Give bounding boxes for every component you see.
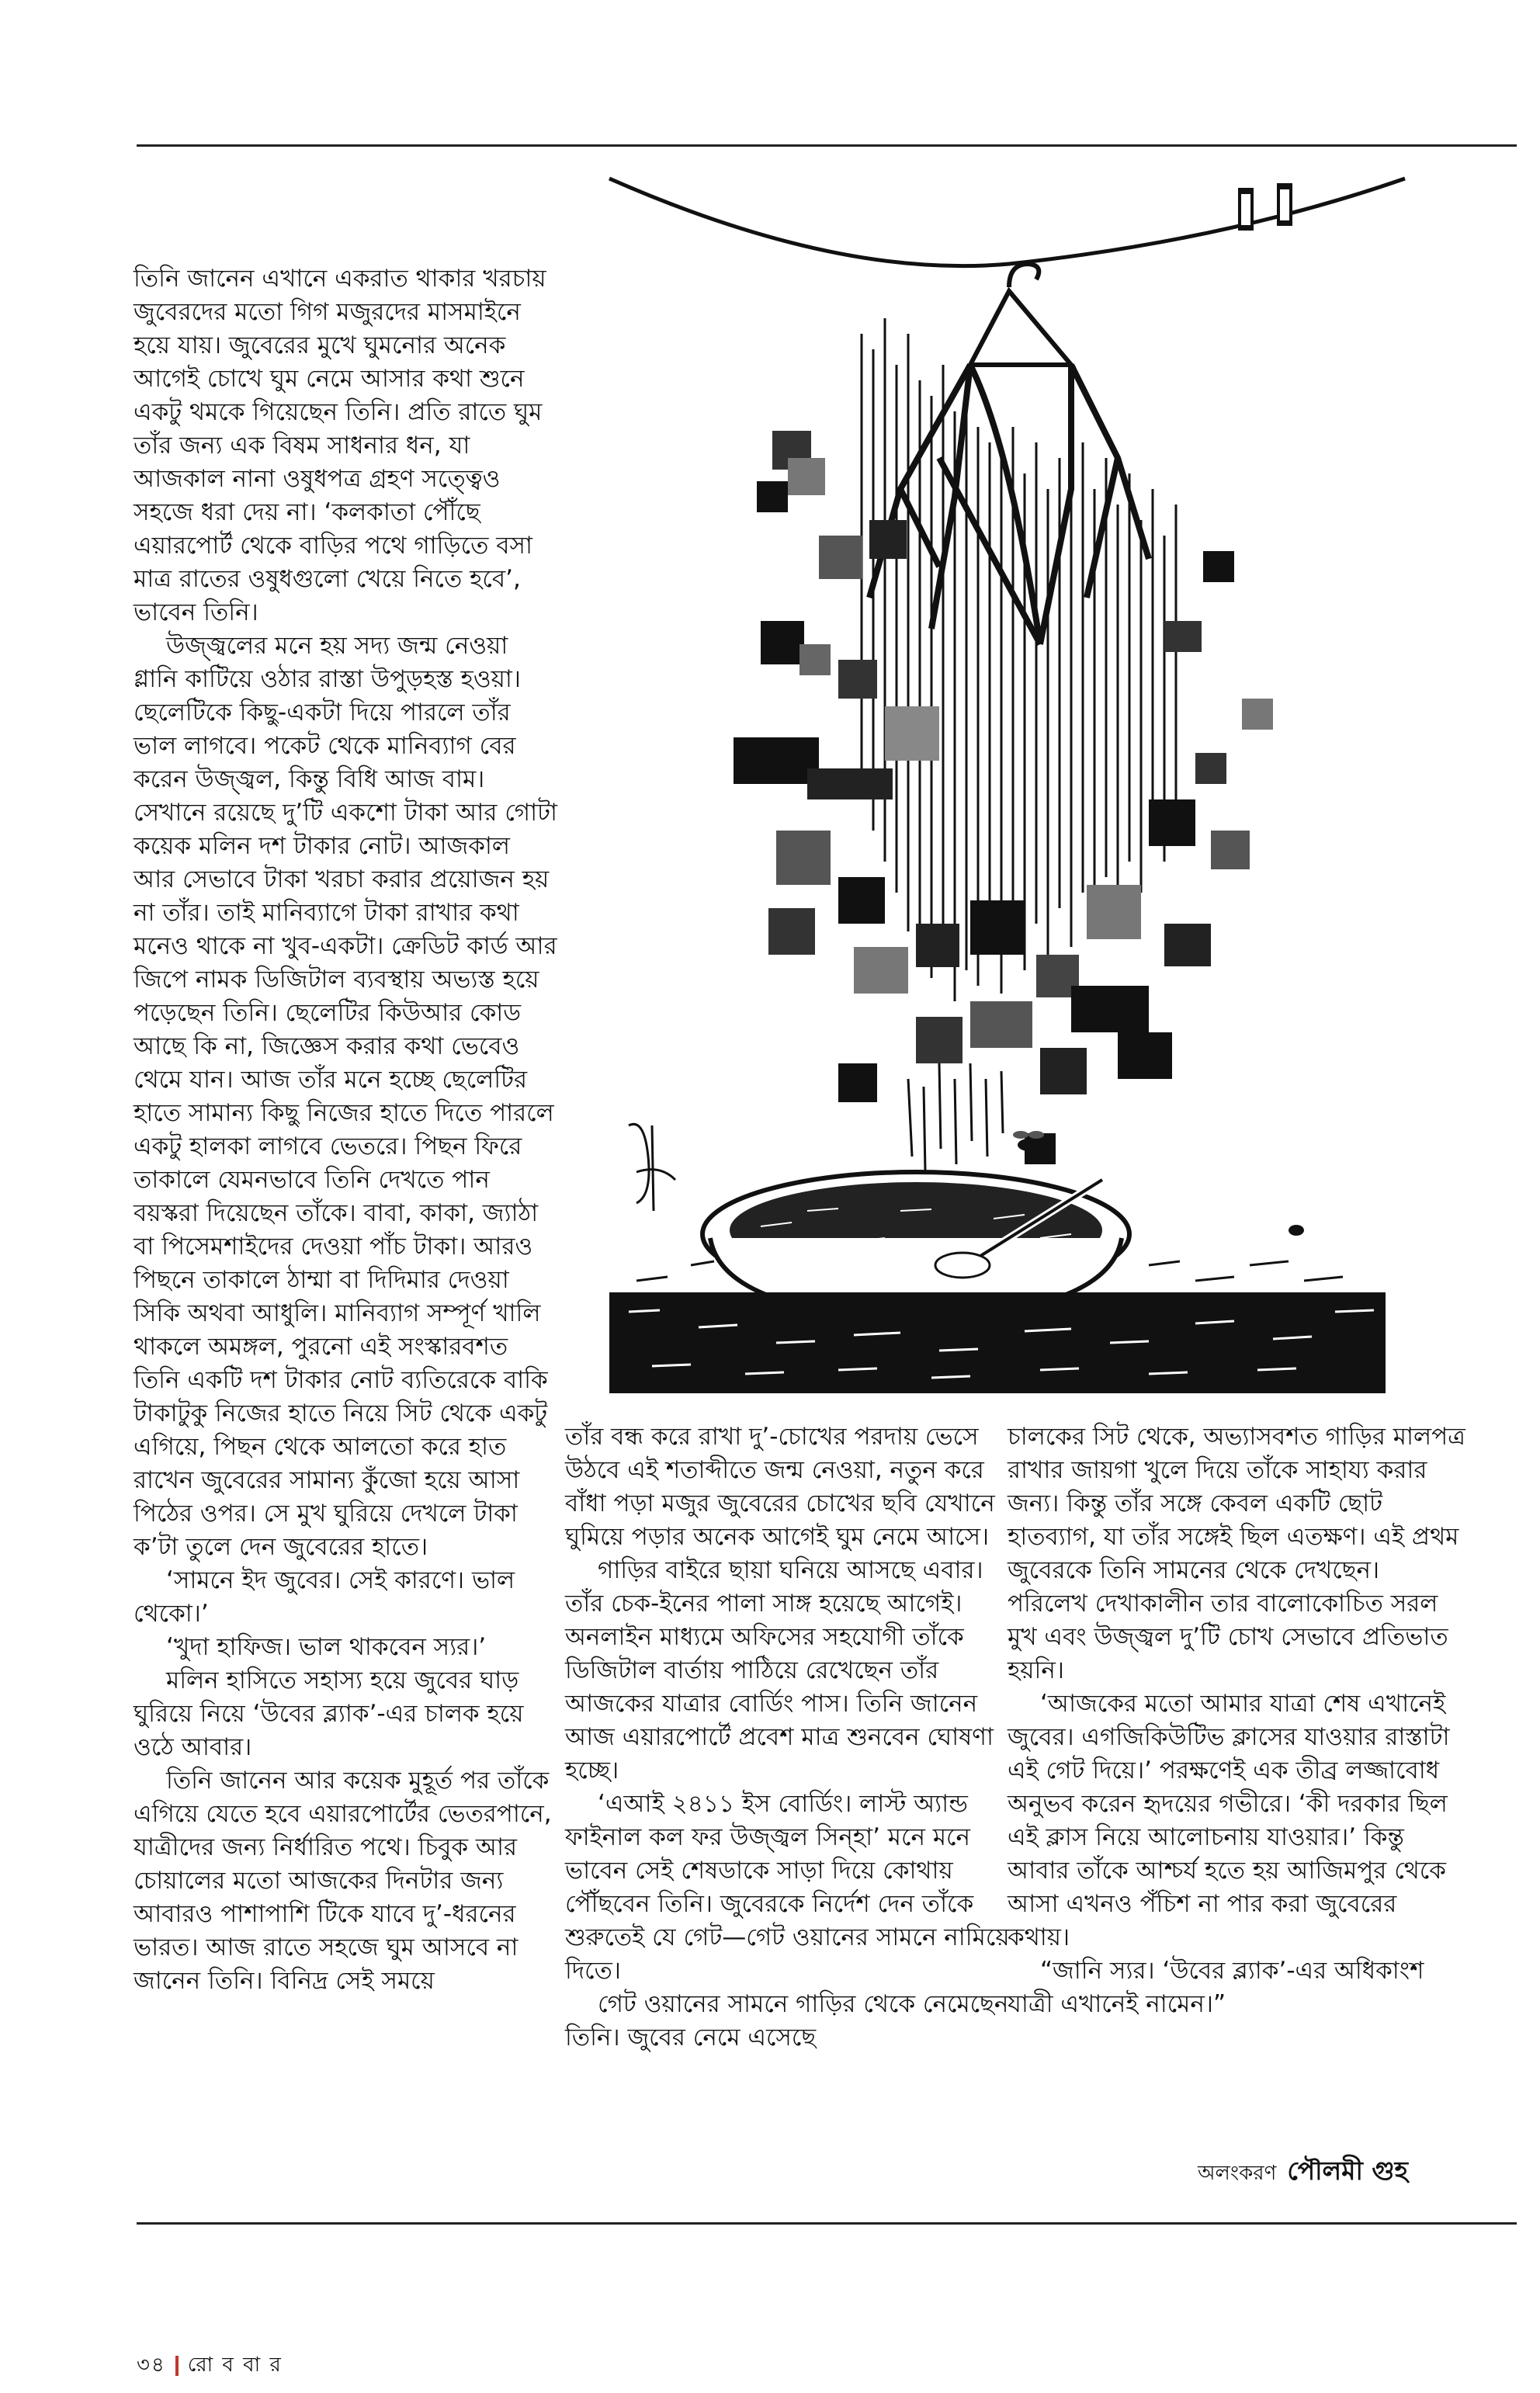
- bottom-rule: [137, 2222, 1517, 2225]
- paragraph: তিনি জানেন আর কয়েক মুহূর্ত পর তাঁকে এগিয়ে যেতে হবে এয়ারপোর্টের ভেতরপানে, যাত্রীদের জন্য নির্ধারিত পথে। চিবুক আর চোয়ালের মতো আজকের দিনটার জন্য আবারও পাশাপাশি টিকে যাবে দু’-ধরনের ভারত। আজ রাতে সহজে ঘুম আসবে না জানেন তিনি। বিনিদ্র সেই সময়ে: [134, 1767, 552, 1995]
- folio-divider: [175, 2356, 179, 2376]
- paragraph: ‘সামনে ইদ জুবের। সেই কারণে। ভাল থেকো।’: [134, 1566, 515, 1628]
- paragraph: ‘এআই ২৪১১ ইস বোর্ডিং। লাস্ট অ্যান্ড ফাইনাল কল ফর উজ্জ্বল সিন্‌হা’ মনে মনে ভাবেন সেই শেষডাকে সাড়া দিয়ে কোথায় পৌঁছবেন তিনি। জুবেরকে নির্দেশ দেন তাঁকে শুরুতেই যে গেট—গেট ওয়ানের সামনে নামিয়ে দিতে।: [565, 1790, 1010, 1985]
- paragraph: চালকের সিট থেকে, অভ্যাসবশত গাড়ির মালপত্র রাখার জায়গা খুলে দিয়ে তাঁকে সাহায্য করার জন্য। কিন্তু তাঁর সঙ্গে কেবল একটি ছোট হাতব্যাগ, যা তাঁর সঙ্গেই ছিল এতক্ষণ। এই প্রথম জুবেরকে তিনি সামনের থেকে দেখছেন। পরিলেখ দেখাকালীন তার বালোকোচিত সরল মুখ এবং উজ্জ্বল দু’টি চোখ সেভাবে প্রতিভাত হয়নি।: [1008, 1423, 1465, 1684]
- page-number: ৩৪: [137, 2353, 166, 2377]
- paragraph: উজ্জ্বলের মনে হয় সদ্য জন্ম নেওয়া গ্লানি কাটিয়ে ওঠার রাস্তা উপুড়হস্ত হওয়া। ছেলেটিকে কিছু-একটা দিয়ে পারলে তাঁর ভাল লাগবে। পকেট থেকে মানিব্যাগ বের করেন উজ্জ্বল, কিন্তু বিধি আজ বাম। সেখানে রয়েছে দু’টি একশো টাকা আর গোটা কয়েক মলিন দশ টাকার নোট। আজকাল আর সেভাবে টাকা খরচা করার প্রয়োজন হয় না তাঁর। তাই মানিব্যাগে টাকা রাখার কথা মনেও থাকে না খুব-একটা। ক্রেডিট কার্ড আর জিপে নামক ডিজিটাল ব্যবস্থায় অভ্যস্ত হয়ে পড়েছেন তিনি। ছেলেটির কিউআর কোড আছে কি না, জিজ্ঞেস করার কথা ভেবেও থেমে যান। আজ তাঁর মনে হচ্ছে ছেলেটির হাতে সামান্য কিছু নিজের হাতে দিতে পারলে একটু হালকা লাগবে ভেতরে। পিছন ফিরে তাকালে যেমনভাবে তিনি দেখতে পান বয়স্করা দিয়েছেন তাঁকে। বাবা, কাকা, জ্যাঠা বা পিসেমশাইদের দেওয়া পাঁচ টাকা। আরও পিছনে তাকালে ঠাম্মা বা দিদিমার দেওয়া সিকি অথবা আধুলি। মানিব্যাগ সম্পূর্ণ খালি থাকলে অমঙ্গল, পুরনো এই সংস্কারবশত তিনি একটি দশ টাকার নোট ব্যতিরেকে বাকি টাকাটুকু নিজের হাতে নিয়ে সিট থেকে একটু এগিয়ে, পিছন থেকে আলতো করে হাত রাখেন জুবেরের সামান্য কুঁজো হয়ে আসা পিঠের ওপর। সে মুখ ঘুরিয়ে দেখলে টাকা ক’টা তুলে দেন জুবেরের হাতে।: [134, 632, 557, 1561]
- artist-signature: [629, 1124, 675, 1211]
- paragraph: “জানি স্যর। ‘উবের ব্ল্যাক’-এর অধিকাংশ যাত্রী এখানেই নামেন।”: [1008, 1957, 1424, 2018]
- article-column-3: [1008, 1420, 1465, 2021]
- paragraph: তিনি জানেন এখানে একরাত থাকার খরচায় জুবেরদের মতো গিগ মজুরদের মাসমাইনে হয়ে যায়। জুবেরের মুখে ঘুমনোর অনেক আগেই চোখে ঘুম নেমে আসার কথা শুনে একটু থমকে গিয়েছেন তিনি। প্রতি রাতে ঘুম তাঁর জন্য এক বিষম সাধনার ধন, যা আজকাল নানা ওষুধপত্র গ্রহণ সত্ত্বেও সহজে ধরা দেয় না। ‘কলকাতা পৌঁছে এয়ারপোর্ট থেকে বাড়ির পথে গাড়িতে বসা মাত্র রাতের ওষুধগুলো খেয়ে নিতে হবে’, ভাবেন তিনি।: [134, 265, 546, 626]
- paragraph: ‘খুদা হাফিজ। ভাল থাকবেন স্যর।’: [166, 1633, 487, 1661]
- fly-icon: [1289, 1225, 1304, 1236]
- section-name: রো ব বা র: [187, 2353, 283, 2377]
- clothespin-icon: [1238, 183, 1292, 231]
- top-rule: [137, 144, 1517, 147]
- paragraph: ‘আজকের মতো আমার যাত্রা শেষ এখানেই জুবের। এগজিকিউটিভ ক্লাসের যাওয়ার রাস্তাটা এই গেট দিয়ে।’ পরক্ষণেই এক তীব্র লজ্জাবোধ অনুভব করেন হৃদয়ের গভীরে। ‘কী দরকার ছিল এই ক্লাস নিয়ে আলোচনায় যাওয়ার।’ কিন্তু আবার তাঁকে আশ্চর্য হতে হয় আজিমপুর থেকে আসা এখনও পঁচিশ না পার করা জুবেরের কথায়।: [1008, 1690, 1450, 1951]
- credit-label: অলংকরণ: [1198, 2162, 1277, 2185]
- article-column-2: [565, 1420, 1015, 2055]
- paragraph: তাঁর বন্ধ করে রাখা দু’-চোখের পরদায় ভেসে উঠবে এই শতাব্দীতে জন্ম নেওয়া, নতুন করে বাঁধা পড়া মজুর জুবেরের চোখের ছবি যেখানে ঘুমিয়ে পড়ার অনেক আগেই ঘুম নেমে আসে।: [565, 1423, 995, 1551]
- credit-artist: পৌলমী গুহ: [1287, 2155, 1408, 2186]
- illustration-credit: [1198, 2151, 1408, 2194]
- paragraph: গাড়ির বাইরে ছায়া ঘনিয়ে আসছে এবার। তাঁর চেক-ইনের পালা সাঙ্গ হয়েছে আগেই। অনলাইন মাধ্যমে অফিসের সহযোগী তাঁকে ডিজিটাল বার্তায় পাঠিয়ে রেখেছেন তাঁর আজকের যাত্রার বোর্ডিং পাস। তিনি জানেন আজ এয়ারপোর্টে প্রবেশ মাত্র শুনবেন ঘোষণা হচ্ছে।: [565, 1556, 994, 1784]
- paragraph: গেট ওয়ানের সামনে গাড়ির থেকে নেমেছেন তিনি। জুবের নেমে এসেছে: [565, 1990, 1009, 2051]
- paragraph: মলিন হাসিতে সহাস্য হয়ে জুবের ঘাড় ঘুরিয়ে নিয়ে ‘উবের ব্ল্যাক’-এর চালক হয়ে ওঠে আবার।: [134, 1666, 524, 1761]
- illustration: [605, 163, 1413, 1405]
- page-folio: [137, 2349, 283, 2383]
- article-column-1: [134, 262, 559, 1998]
